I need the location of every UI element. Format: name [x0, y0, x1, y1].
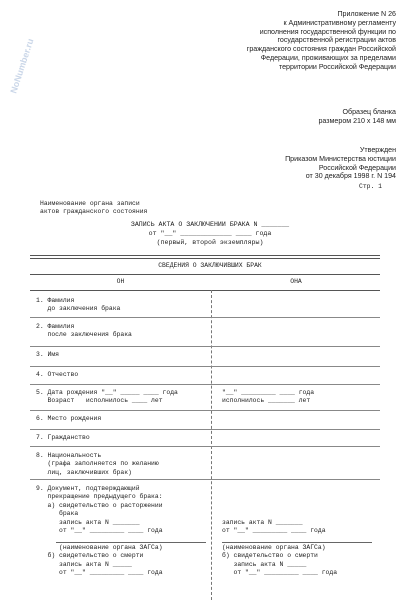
record-title	[0, 220, 420, 248]
appendix-header-line: гражданского состояния граждан Российской	[246, 45, 396, 54]
table-top-rule-inner	[30, 258, 380, 259]
registry-office-line: актов гражданского состояния	[40, 208, 148, 216]
svg-text:NoNumber.ru: NoNumber.ru	[8, 37, 36, 95]
appendix-header-line: Федерации, проживающих за пределами	[260, 53, 396, 62]
form-sample-note	[318, 108, 396, 126]
form-sample-line: Образец бланка	[342, 108, 396, 116]
row-separator	[30, 317, 380, 318]
row-5-she-text: "__" _________ ____ года	[222, 389, 315, 396]
row-9-he-text: от "__" _________ ____ года	[36, 569, 163, 576]
row-separator	[30, 366, 380, 367]
row-separator	[30, 410, 380, 411]
table-title: СВЕДЕНИЯ О ЗАКЛЮЧИВШИХ БРАК	[158, 262, 262, 269]
form-sample-line: размером 210 x 148 мм	[318, 116, 396, 125]
row-9-she-text: от "__" _________ ____ года	[222, 527, 326, 534]
row-3-he-text: 3. Имя	[36, 351, 60, 358]
row-8-he-text: лиц, заключивших брак)	[36, 468, 132, 476]
row-9-he-text: прекращение предыдущего брака:	[36, 493, 163, 501]
approval-line: Российской Федерации	[318, 163, 396, 172]
row-9-he-text: запись акта N _______	[36, 518, 140, 526]
row-8-he-text: (графа заполняется по желанию	[36, 460, 159, 468]
row-9-she-text: б) свидетельство о смерти	[222, 552, 318, 560]
registry-office-line: Наименование органа записи	[40, 200, 140, 207]
appendix-header-line: Приложение N 26	[337, 10, 396, 18]
approval-note	[285, 146, 396, 181]
column-she-header: ОНА	[290, 278, 302, 285]
row-9-she-text: запись акта N _______	[222, 518, 303, 526]
column-divider	[211, 290, 212, 600]
row-6-he-text: 6. Место рождения	[36, 415, 102, 422]
record-title-line: ЗАПИСЬ АКТА О ЗАКЛЮЧЕНИИ БРАКА N _______	[130, 221, 290, 228]
row-4-he-text: 4. Отчество	[36, 371, 79, 378]
column-header-rule	[30, 290, 380, 291]
record-title-line: от "__" _____________ ____ года	[148, 230, 272, 238]
row-2-he-text: 2. Фамилия	[36, 323, 75, 330]
registry-office-underline	[222, 542, 372, 543]
row-5-he-text: 5. Дата рождения "__" _____ ____ года	[36, 389, 178, 396]
registry-office-label	[40, 200, 147, 216]
appendix-header-line: к Административному регламенту	[283, 18, 396, 27]
row-separator	[30, 479, 380, 480]
row-9-he-text: от "__" _________ ____ года	[36, 527, 163, 534]
row-5-she-text: исполнилось _______ лет	[222, 397, 311, 405]
row-2-he-text: после заключения брака	[36, 331, 132, 339]
appendix-header	[247, 10, 396, 72]
row-1-he-text: 1. Фамилия	[36, 297, 75, 304]
watermark	[2, 10, 36, 96]
row-9-she-text: (наименование органа ЗАГСа)	[222, 543, 326, 551]
appendix-header-line: государственной регистрации актов	[277, 36, 396, 45]
approval-line: от 30 декабря 1998 г. N 194	[305, 172, 396, 181]
row-9-she-text: от "__" _________ ____ года	[222, 569, 338, 576]
row-9-he-text: 9. Документ, подтверждающий	[36, 485, 140, 492]
row-9-he-text: брака	[36, 510, 79, 518]
appendix-header-line: исполнения государственной функции по	[259, 27, 396, 36]
registry-office-underline	[56, 542, 206, 543]
row-1-he-text: до заключения брака	[36, 305, 121, 313]
row-separator	[30, 429, 380, 430]
record-title-line: (первый, второй экземпляры)	[156, 239, 264, 247]
row-9-she-text: запись акта N _____	[222, 560, 307, 568]
row-separator	[30, 446, 380, 447]
title-rule	[30, 274, 380, 275]
row-7-he-text: 7. Гражданство	[36, 434, 90, 441]
row-9-he-text: запись акта N _____	[36, 560, 132, 568]
table-top-rule	[30, 255, 380, 256]
approval-line: Утвержден	[359, 146, 396, 154]
row-separator	[30, 384, 380, 385]
row-8-he-text: 8. Национальность	[36, 452, 102, 459]
row-9-he-text: а) свидетельство о расторжении	[36, 501, 163, 509]
row-5-he-text: Возраст исполнилось ____ лет	[36, 397, 163, 405]
page-number: Стр. 1	[358, 183, 382, 190]
column-he-header: ОН	[116, 278, 125, 285]
approval-line: Приказом Министерства юстиции	[285, 154, 396, 163]
row-9-he-text: б) свидетельство о смерти	[36, 552, 144, 560]
row-separator	[30, 346, 380, 347]
appendix-header-line: территории Российской Федерации	[278, 62, 396, 71]
row-9-he-text: (наименование органа ЗАГСа)	[36, 543, 163, 551]
